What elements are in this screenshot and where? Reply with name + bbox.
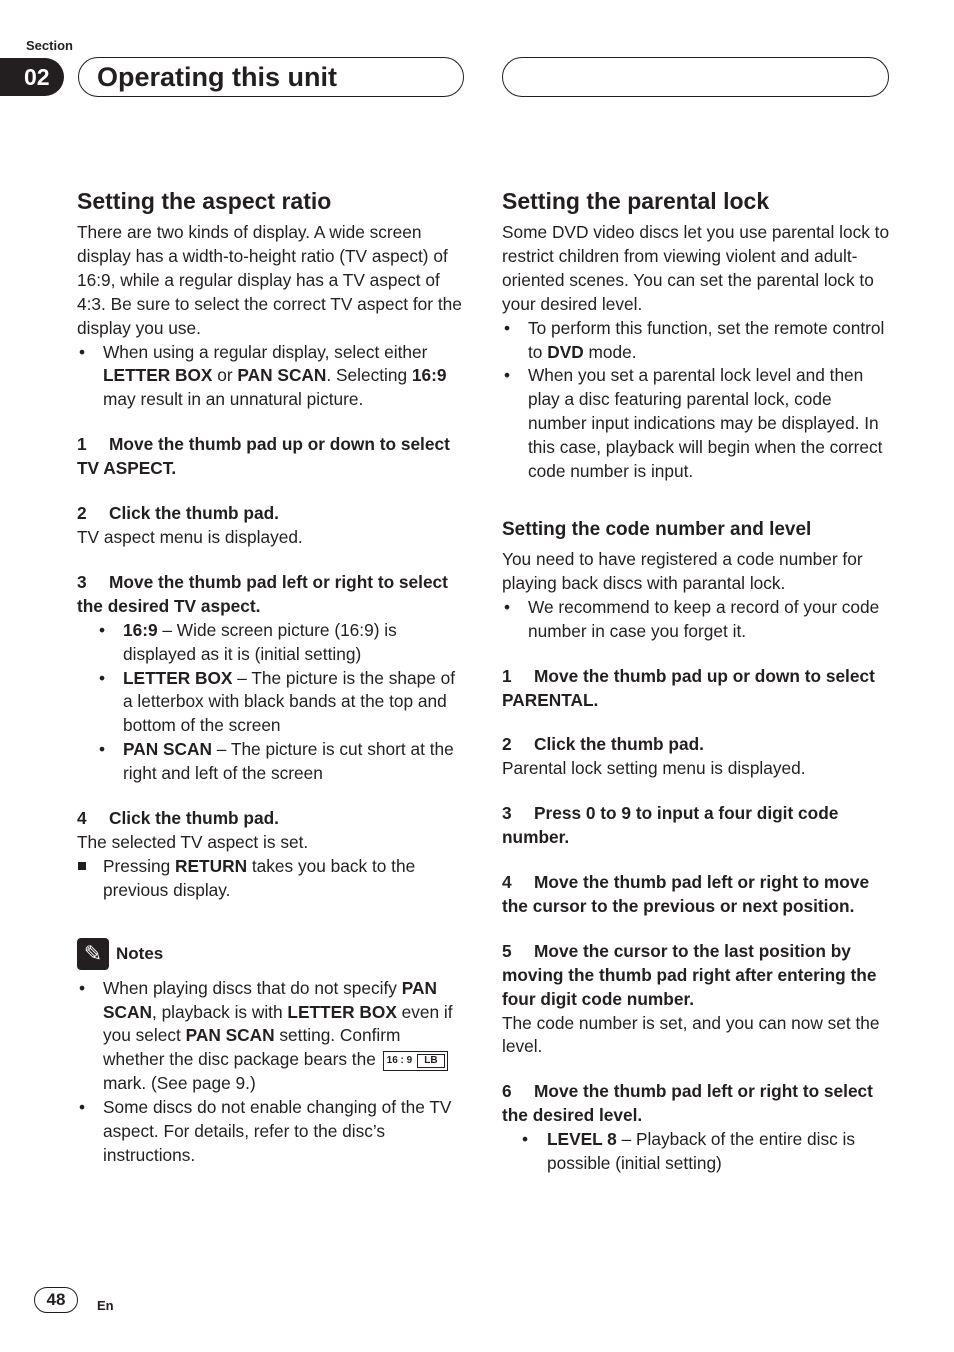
pencil-icon: ✎ bbox=[77, 938, 109, 970]
code-bullets bbox=[502, 596, 892, 644]
notes-header bbox=[77, 937, 465, 971]
step-1: 1 Move the thumb pad up or down to select PARENTAL. bbox=[502, 665, 875, 710]
page-title: Operating this unit bbox=[97, 62, 337, 92]
header-empty-frame bbox=[502, 57, 889, 97]
aspect-bullets bbox=[77, 341, 465, 413]
step-5: 5 Move the cursor to the last position by moving the thumb pad right after entering the four digit code number. bbox=[502, 940, 877, 1009]
aspect-mark-icon: 16 : 9 LB bbox=[383, 1051, 448, 1071]
list-item: • LEVEL 8 – Playback of the entire disc is possible (initial setting) bbox=[502, 1128, 892, 1176]
return-note: Pressing RETURN takes you back to the previous display. bbox=[77, 855, 465, 903]
notes-label: Notes bbox=[116, 943, 164, 963]
parental-bullets bbox=[502, 317, 892, 484]
step-6: 6 Move the thumb pad left or right to select the desired level. bbox=[502, 1081, 873, 1126]
step-2: 2 Click the thumb pad. bbox=[77, 503, 279, 524]
list-item: • When playing discs that do not specify PAN SCAN, playback is with LETTER BOX even if you select PAN SCAN setting. Confirm whether the disc package bears the 16 : 9 LB mark. (See page 9.) bbox=[77, 977, 465, 1097]
step-2-result: Parental lock setting menu is displayed. bbox=[502, 758, 806, 779]
step-4: 4 Click the thumb pad. bbox=[77, 808, 279, 829]
list-item: • Some discs do not enable changing of the TV aspect. For details, refer to the disc’s instructions. bbox=[77, 1096, 465, 1168]
step-2: 2 Click the thumb pad. bbox=[502, 734, 704, 755]
step-5-result: The code number is set, and you can now set the level. bbox=[502, 1012, 880, 1057]
step-2-result: TV aspect menu is displayed. bbox=[77, 526, 303, 547]
list-item: • LETTER BOX – The picture is the shape of a letterbox with black bands at the top and bottom of the screen bbox=[77, 667, 465, 739]
list-item: • When using a regular display, select either LETTER BOX or PAN SCAN. Selecting 16:9 may result in an unnatural picture. bbox=[77, 341, 465, 413]
list-item: • To perform this function, set the remote control to DVD mode. bbox=[502, 317, 892, 365]
language-label: En bbox=[97, 1298, 114, 1313]
list-item: • PAN SCAN – The picture is cut short at the right and left of the screen bbox=[77, 738, 465, 786]
code-intro: You need to have registered a code number for playing back discs with parantal lock. bbox=[502, 548, 863, 593]
list-item: • When you set a parental lock level and then play a disc featuring parental lock, code number input indications may be displayed. In this case, playback will begin when the correct code number is input. bbox=[502, 364, 892, 484]
aspect-options bbox=[77, 619, 465, 786]
step-4-result: The selected TV aspect is set. bbox=[77, 831, 309, 852]
section-number: 02 bbox=[0, 58, 64, 96]
square-bullet-icon bbox=[78, 862, 86, 870]
list-item: • 16:9 – Wide screen picture (16:9) is displayed as it is (initial setting) bbox=[77, 619, 465, 667]
step-3: 3 Press 0 to 9 to input a four digit code number. bbox=[502, 803, 839, 848]
notes-list bbox=[77, 977, 465, 1168]
section-label: Section bbox=[26, 38, 73, 53]
list-item: • We recommend to keep a record of your code number in case you forget it. bbox=[502, 596, 892, 644]
step-1: 1 Move the thumb pad up or down to select TV ASPECT. bbox=[77, 434, 450, 479]
aspect-ratio-heading: Setting the aspect ratio bbox=[77, 188, 332, 214]
parental-lock-heading: Setting the parental lock bbox=[502, 188, 770, 214]
step-3: 3 Move the thumb pad left or right to select the desired TV aspect. bbox=[77, 571, 448, 616]
right-column bbox=[502, 186, 892, 1176]
step-4: 4 Move the thumb pad left or right to move the cursor to the previous or next position. bbox=[502, 872, 870, 916]
parental-intro: Some DVD video discs let you use parental lock to restrict children from viewing violent and adult-oriented scenes. You can set the parental lock to your desired level. bbox=[502, 222, 890, 314]
aspect-intro: There are two kinds of display. A wide screen display has a width-to-height ratio (TV aspect) of 16:9, while a regular display has a TV aspect of 4:3. Be sure to select the correct TV aspect for the display you use. bbox=[77, 222, 462, 338]
left-column bbox=[77, 186, 465, 1168]
page-number: 48 bbox=[34, 1287, 78, 1313]
code-number-subheading: Setting the code number and level bbox=[502, 518, 812, 540]
level-options bbox=[502, 1128, 892, 1176]
